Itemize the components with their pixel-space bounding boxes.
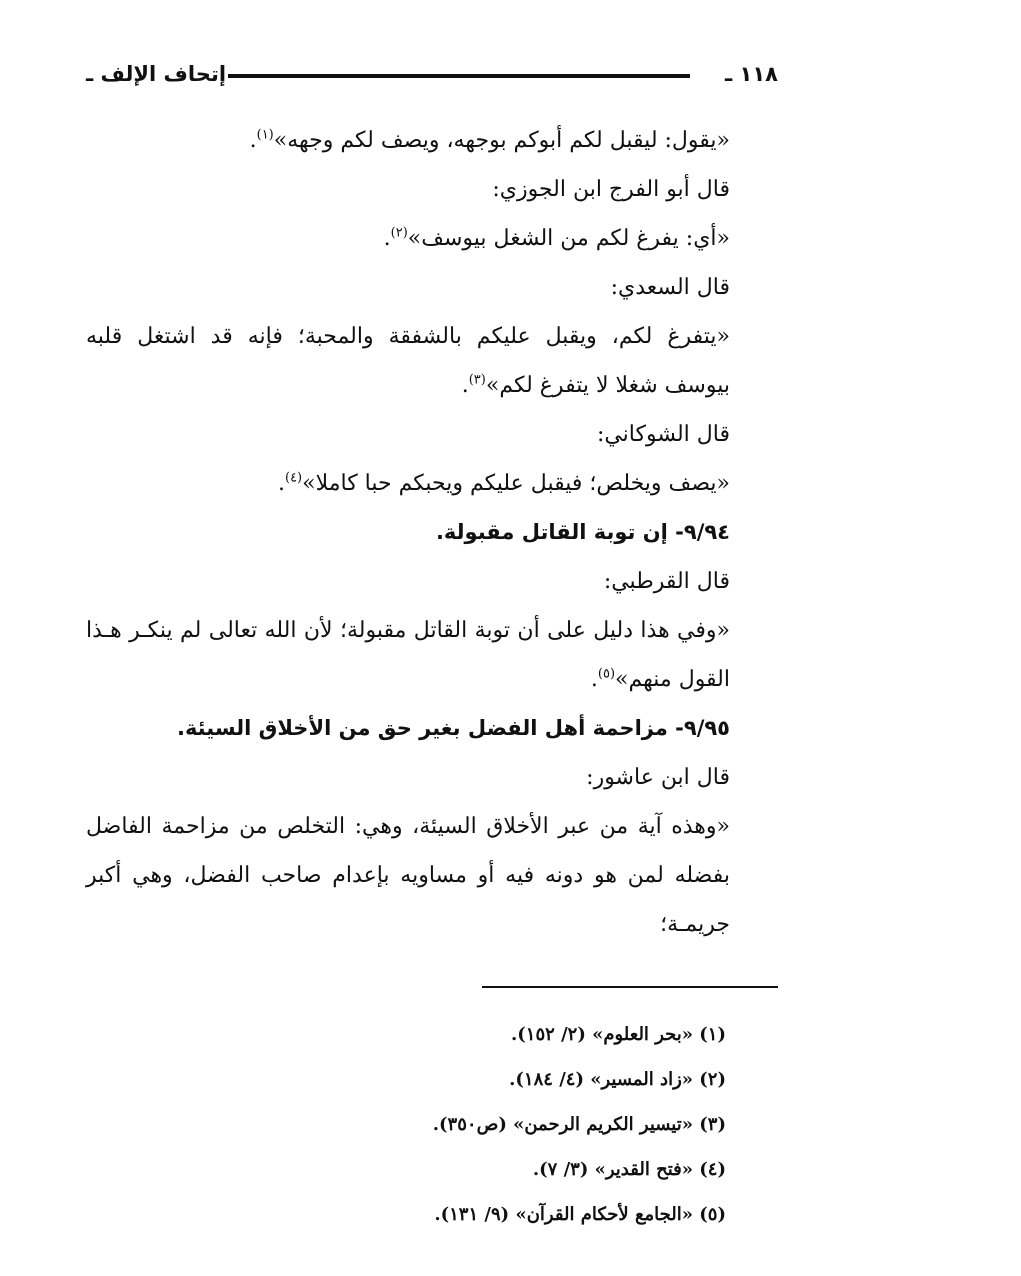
footnote-ref: (٢) bbox=[390, 225, 408, 241]
footnotes bbox=[86, 1012, 726, 1237]
footnote-separator bbox=[482, 986, 778, 988]
footnote-ref: (١) bbox=[256, 127, 274, 143]
section-heading: ٩/٩٤- إن توبة القاتل مقبولة. bbox=[435, 520, 730, 544]
footnote-ref: (٤) bbox=[284, 470, 303, 486]
main-text bbox=[86, 116, 778, 949]
footnote: (٥) «الجامع لأحكام القرآن» (٩/ ١٣١). bbox=[434, 1204, 726, 1225]
page-number: ١١٨ ـ bbox=[725, 62, 778, 86]
quote-paragraph: «يتفرغ لكم، ويقبل عليكم بالشفقة والمحبة؛ فإنه قد اشتغل قلبه بيوسف شغلا لا يتفرغ لكم»$^{(٣)}$. bbox=[86, 324, 730, 398]
footnote-ref: (٣) bbox=[468, 372, 486, 388]
quote-line: «أي: يفرغ لكم من الشغل بيوسف»$^{(٢)}$. bbox=[383, 225, 730, 251]
section-heading: ٩/٩٥- مزاحمة أهل الفضل بغير حق من الأخلاق السيئة. bbox=[176, 716, 730, 740]
footnote-ref: (٥) bbox=[597, 666, 616, 682]
attribution-line: قال ابن عاشور: bbox=[586, 765, 730, 790]
attribution-line: قال السعدي: bbox=[610, 275, 730, 300]
attribution-line: قال القرطبي: bbox=[603, 569, 730, 594]
attribution-line: قال الشوكاني: bbox=[596, 422, 730, 447]
footnote: (٣) «تيسير الكريم الرحمن» (ص٣٥٠). bbox=[432, 1114, 726, 1135]
quote-paragraph: «وفي هذا دليل على أن توبة القاتل مقبولة؛ لأن الله تعالى لم ينكـر هـذا القول منهم»$^{(٥)}$. bbox=[86, 618, 730, 692]
running-title: إتحاف الإلف ـ bbox=[86, 62, 227, 86]
quote-line: «يقول: ليقبل لكم أبوكم بوجهه، ويصف لكم وجهه»$^{(١)}$. bbox=[249, 127, 730, 153]
quote-paragraph: «وهذه آية من عبر الأخلاق السيئة، وهي: التخلص من مزاحمة الفاضل بفضله لمن هو دونه فيه أو مساويه بإعدام صاحب الفضل، وهي أكبر جريمـة؛ bbox=[86, 814, 730, 937]
footnote: (٤) «فتح القدير» (٣/ ٧). bbox=[532, 1159, 726, 1180]
header-rule bbox=[228, 74, 690, 78]
quote-line: «يصف ويخلص؛ فيقبل عليكم ويحبكم حبا كاملا»$^{(٤)}$. bbox=[277, 470, 730, 496]
page-header bbox=[86, 62, 778, 92]
footnote: (٢) «زاد المسير» (٤/ ١٨٤). bbox=[509, 1069, 726, 1090]
footnote: (١) «بحر العلوم» (٢/ ١٥٢). bbox=[511, 1024, 726, 1045]
attribution-line: قال أبو الفرج ابن الجوزي: bbox=[492, 177, 730, 202]
